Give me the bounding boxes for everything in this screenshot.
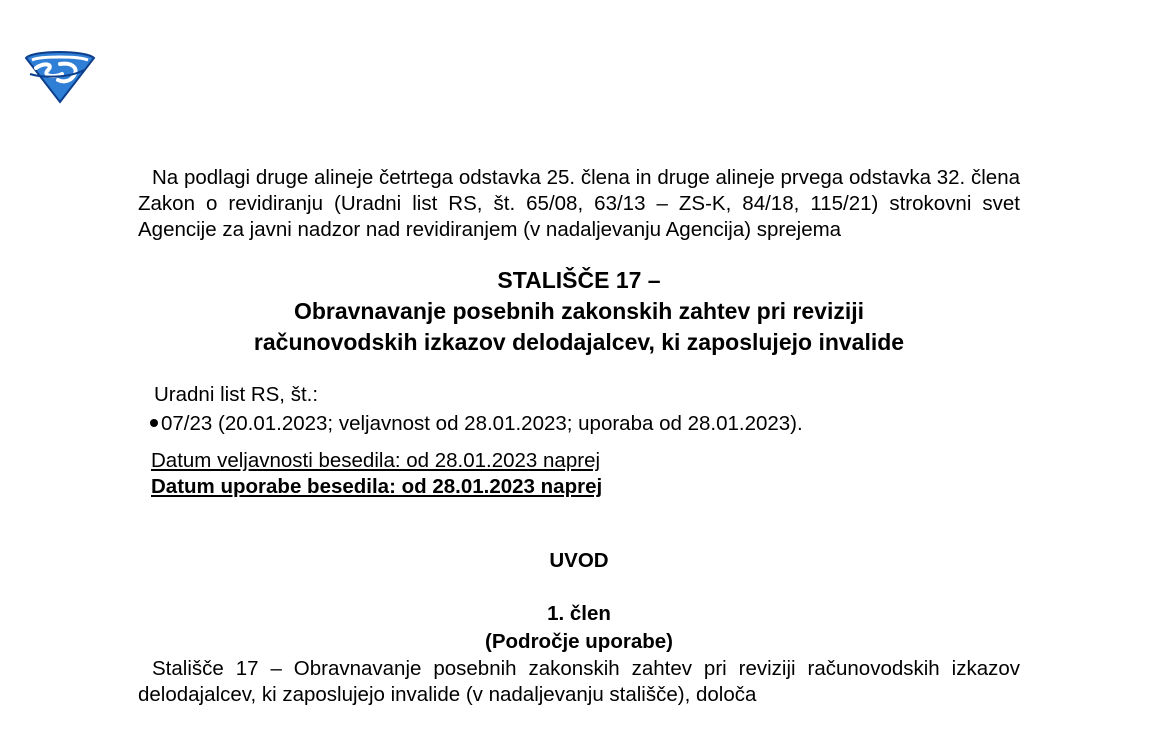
gazette-list-item [150, 409, 1020, 438]
agency-logo [22, 48, 96, 104]
article-heading: (Področje uporabe) [485, 630, 673, 653]
gazette-reference [154, 380, 1020, 438]
validity-dates [151, 448, 1020, 500]
section-title: UVOD [549, 549, 609, 572]
title-line-3: računovodskih izkazov delodajalcev, ki zaposlujejo invalide [253, 329, 905, 355]
article-header [138, 600, 1020, 656]
validity-date: Datum veljavnosti besedila: od 28.01.2023 naprej [151, 449, 601, 472]
article-body: Stališče 17 – Obravnavanje posebnih zakonskih zahtev pri reviziji računovodskih izkazov delodajalcev, ki zaposlujejo invalide (v nadaljevanju stališče), določa [138, 657, 1020, 706]
gazette-item-text: 07/23 (20.01.2023; veljavnost od 28.01.2023; uporaba od 28.01.2023). [161, 412, 803, 435]
document-title [138, 265, 1020, 358]
application-date: Datum uporabe besedila: od 28.01.2023 naprej [151, 475, 603, 498]
bullet-icon [150, 419, 158, 427]
title-line-2: Obravnavanje posebnih zakonskih zahtev pri reviziji [293, 298, 865, 324]
document-page [138, 165, 1020, 708]
gazette-label: Uradni list RS, št.: [154, 383, 319, 406]
intro-paragraph: Na podlagi druge alineje četrtega odstavka 25. člena in druge alineje prvega odstavka 32. člena Zakon o revidiranju (Uradni list RS, št. 65/08, 63/13 – ZS-K, 84/18, 115/21) strokovni svet Agencije za javni nadzor nad revidiranjem (v nadaljevanju Agencija) sprejema [138, 166, 1020, 241]
agency-shield-logo-icon [22, 48, 96, 104]
article-number: 1. člen [547, 602, 611, 625]
title-line-1: STALIŠČE 17 – [497, 267, 661, 293]
